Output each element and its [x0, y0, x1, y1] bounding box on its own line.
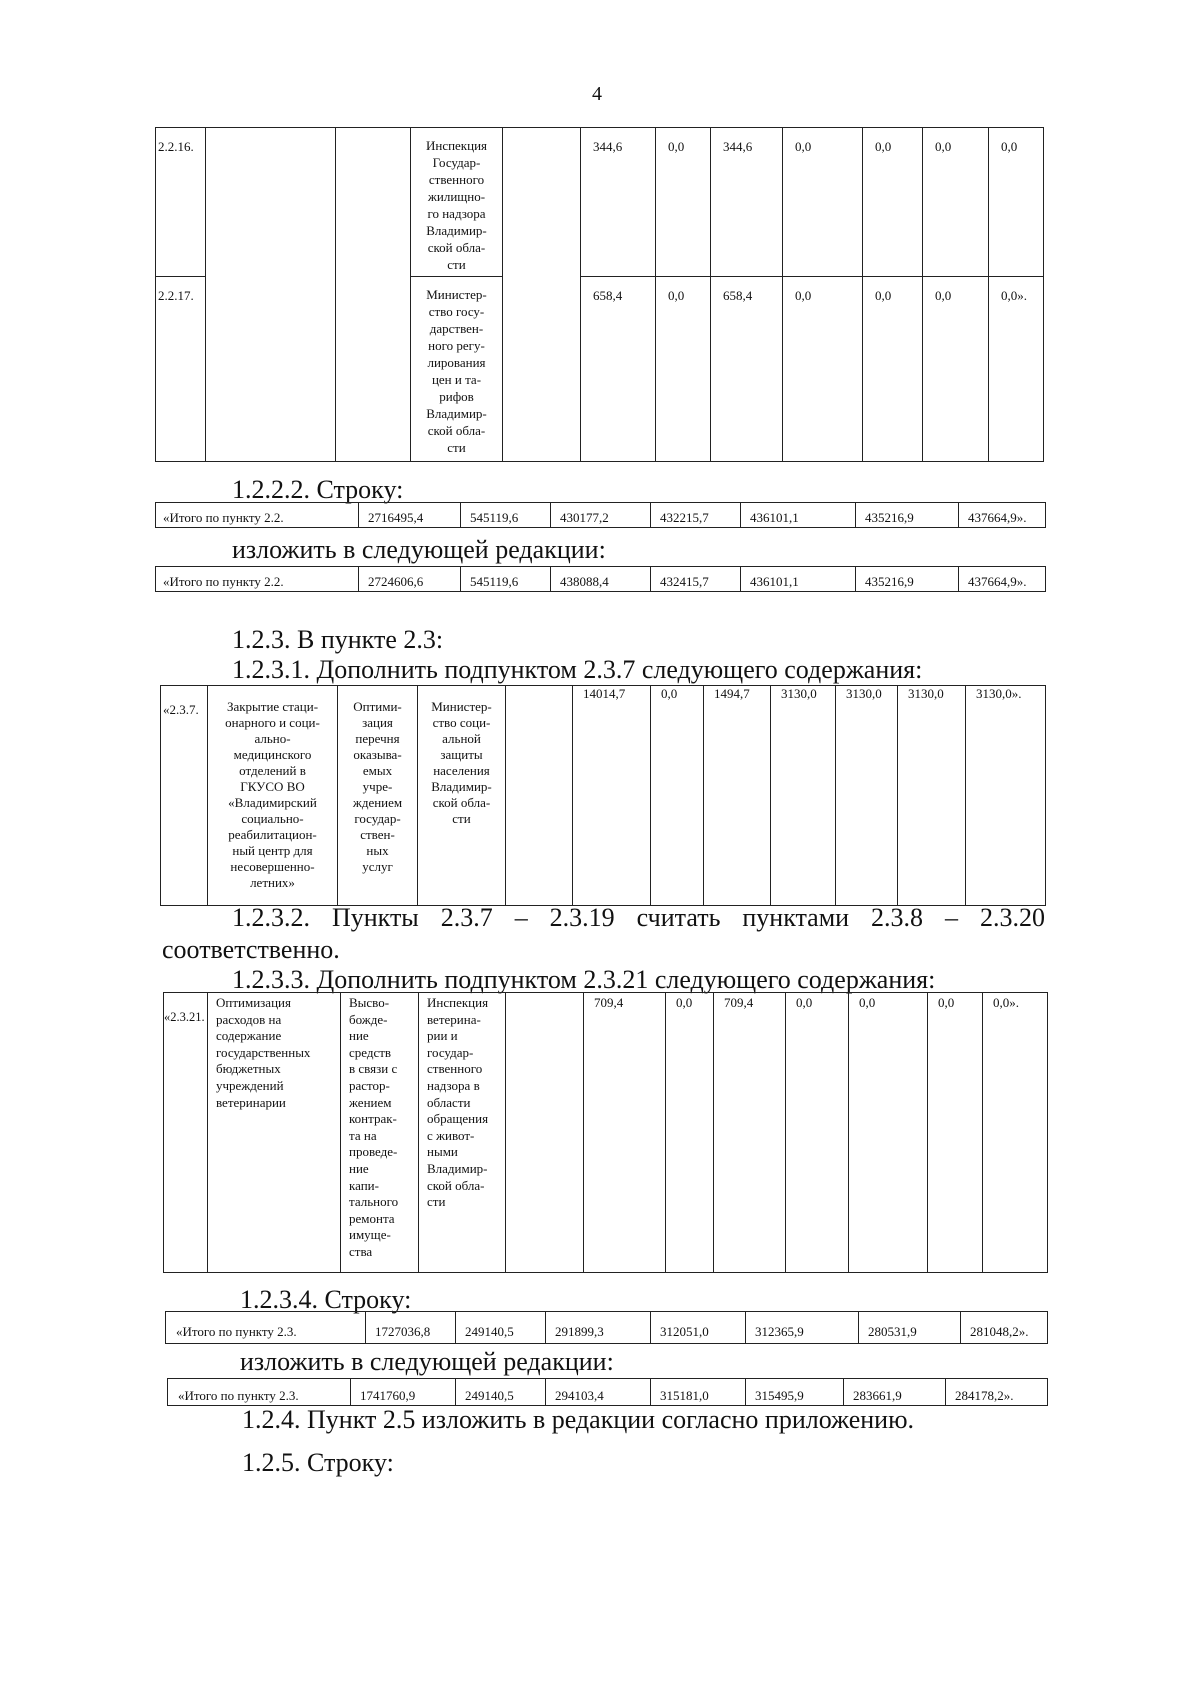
paragraph-1-2-5: 1.2.5. Строку: [242, 1448, 394, 1477]
value-cell: 435216,9 [856, 503, 959, 528]
empty-cell [336, 128, 411, 462]
value-cell: 1741760,9 [351, 1379, 456, 1406]
expected-result-cell: Оптими- зация перечня оказыва- емых учре- ждением государ- ствен- ных услуг [338, 686, 418, 906]
table-row [164, 993, 1048, 1273]
paragraph-1-2-3: 1.2.3. В пункте 2.3: [232, 625, 444, 654]
value-cell: 249140,5 [456, 1312, 546, 1344]
value-cell: 0,0 [923, 128, 989, 277]
value-cell: 545119,6 [461, 503, 551, 528]
value-cell: 0,0 [849, 993, 928, 1273]
value-cell: 709,4 [584, 993, 666, 1273]
value-cell: 315495,9 [746, 1379, 844, 1406]
value-cell: 249140,5 [456, 1379, 546, 1406]
value-cell: 344,6 [711, 128, 783, 277]
measure-name-cell: Закрытие стаци- онарного и соци- ально- медицинского отделений в ГКУСО ВО «Владимирский социально- реабилитацион- ный центр для несовершенно- летних» [208, 686, 338, 906]
value-cell: 0,0 [863, 277, 923, 462]
value-cell: 3130,0 [836, 686, 898, 906]
value-cell: 658,4 [581, 277, 656, 462]
empty-cell [503, 128, 581, 462]
expected-result-cell: Высво- божде- ние средств в связи с растор- жением контрак- та на проведе- ние капи- тального ремонта имуще- ства [341, 993, 419, 1273]
executor-cell: Министер- ство госу- дарствен- ного регу- лирования цен и та- рифов Владимир- ской обла- сти [411, 277, 503, 462]
executor-cell: Инспекция Государ- ственного жилищно- го надзора Владимир- ской обла- сти [411, 128, 503, 277]
item-number: 2.2.17. [156, 277, 206, 462]
item-number: «2.3.7. [161, 686, 208, 906]
value-cell: 0,0». [989, 277, 1044, 462]
item-number: «2.3.21. [164, 993, 208, 1273]
value-cell: 0,0 [783, 277, 863, 462]
value-cell: 344,6 [581, 128, 656, 277]
paragraph-1-2-3-4: 1.2.3.4. Строку: [240, 1285, 412, 1314]
value-cell: 1494,7 [704, 686, 771, 906]
value-cell: 432415,7 [651, 567, 741, 592]
value-cell: 0,0 [783, 128, 863, 277]
paragraph-1-2-3-2-continued: соответственно. [162, 935, 340, 964]
item-number: 2.2.16. [156, 128, 206, 277]
paragraph-1-2-4: 1.2.4. Пункт 2.5 изложить в редакции согласно приложению. [242, 1405, 914, 1434]
value-cell: 437664,9». [959, 567, 1046, 592]
value-cell: 435216,9 [856, 567, 959, 592]
value-cell: 438088,4 [551, 567, 651, 592]
value-cell: 280531,9 [859, 1312, 961, 1344]
value-cell: 315181,0 [651, 1379, 746, 1406]
measure-name-cell: Оптимизация расходов на содержание государственных бюджетных учреждений ветеринарии [208, 993, 341, 1273]
paragraph-1-2-3-1: 1.2.3.1. Дополнить подпунктом 2.3.7 следующего содержания: [232, 655, 923, 684]
table-row [156, 503, 1046, 528]
value-cell: 0,0 [656, 128, 711, 277]
total-label: «Итого по пункту 2.3. [166, 1312, 366, 1344]
value-cell: 0,0 [989, 128, 1044, 277]
table-row [161, 686, 1046, 906]
empty-cell [506, 993, 584, 1273]
value-cell: 0,0 [923, 277, 989, 462]
table-total-2-2-new [155, 566, 1046, 592]
executor-cell: Инспекция ветерина- рии и государ- ственного надзора в области обращения с живот- ными Владимир- ской обла- сти [419, 993, 506, 1273]
value-cell: 294103,4 [546, 1379, 651, 1406]
table-item-2-3-21 [163, 992, 1048, 1273]
table-items-2-2-16-17 [155, 127, 1044, 462]
table-row [156, 128, 1044, 277]
total-label: «Итого по пункту 2.3. [168, 1379, 351, 1406]
value-cell: 432215,7 [651, 503, 741, 528]
value-cell: 291899,3 [546, 1312, 651, 1344]
value-cell: 2724606,6 [359, 567, 461, 592]
paragraph-1-2-3-2: 1.2.3.2. Пункты 2.3.7 – 2.3.19 считать пунктами 2.3.8 – 2.3.20 [232, 903, 1045, 932]
empty-cell [506, 686, 573, 906]
value-cell: 0,0 [928, 993, 983, 1273]
value-cell: 0,0 [786, 993, 849, 1273]
value-cell: 0,0 [666, 993, 714, 1273]
paragraph-edit-phrase: изложить в следующей редакции: [240, 1347, 614, 1376]
table-row [168, 1379, 1048, 1406]
table-row [156, 567, 1046, 592]
value-cell: 0,0 [863, 128, 923, 277]
value-cell: 0,0 [651, 686, 704, 906]
value-cell: 3130,0 [771, 686, 836, 906]
empty-cell [206, 128, 336, 462]
value-cell: 436101,1 [741, 503, 856, 528]
total-label: «Итого по пункту 2.2. [156, 567, 359, 592]
paragraph-1-2-2-2: 1.2.2.2. Строку: [232, 475, 404, 504]
value-cell: 312051,0 [651, 1312, 746, 1344]
table-total-2-2-old [155, 502, 1046, 528]
value-cell: 437664,9». [959, 503, 1046, 528]
value-cell: 430177,2 [551, 503, 651, 528]
table-row [166, 1312, 1048, 1344]
value-cell: 0,0». [983, 993, 1048, 1273]
value-cell: 0,0 [656, 277, 711, 462]
value-cell: 1727036,8 [366, 1312, 456, 1344]
value-cell: 436101,1 [741, 567, 856, 592]
value-cell: 283661,9 [844, 1379, 946, 1406]
paragraph-edit-phrase: изложить в следующей редакции: [232, 535, 606, 564]
value-cell: 545119,6 [461, 567, 551, 592]
table-total-2-3-old [165, 1311, 1048, 1344]
value-cell: 312365,9 [746, 1312, 859, 1344]
value-cell: 284178,2». [946, 1379, 1048, 1406]
total-label: «Итого по пункту 2.2. [156, 503, 359, 528]
value-cell: 2716495,4 [359, 503, 461, 528]
value-cell: 281048,2». [961, 1312, 1048, 1344]
value-cell: 3130,0». [966, 686, 1046, 906]
value-cell: 3130,0 [898, 686, 966, 906]
table-total-2-3-new [167, 1378, 1048, 1406]
value-cell: 14014,7 [573, 686, 651, 906]
value-cell: 709,4 [714, 993, 786, 1273]
page-number: 4 [592, 83, 602, 105]
executor-cell: Министер- ство соци- альной защиты населения Владимир- ской обла- сти [418, 686, 506, 906]
paragraph-1-2-3-3: 1.2.3.3. Дополнить подпунктом 2.3.21 следующего содержания: [232, 965, 936, 994]
table-item-2-3-7 [160, 685, 1046, 906]
value-cell: 658,4 [711, 277, 783, 462]
